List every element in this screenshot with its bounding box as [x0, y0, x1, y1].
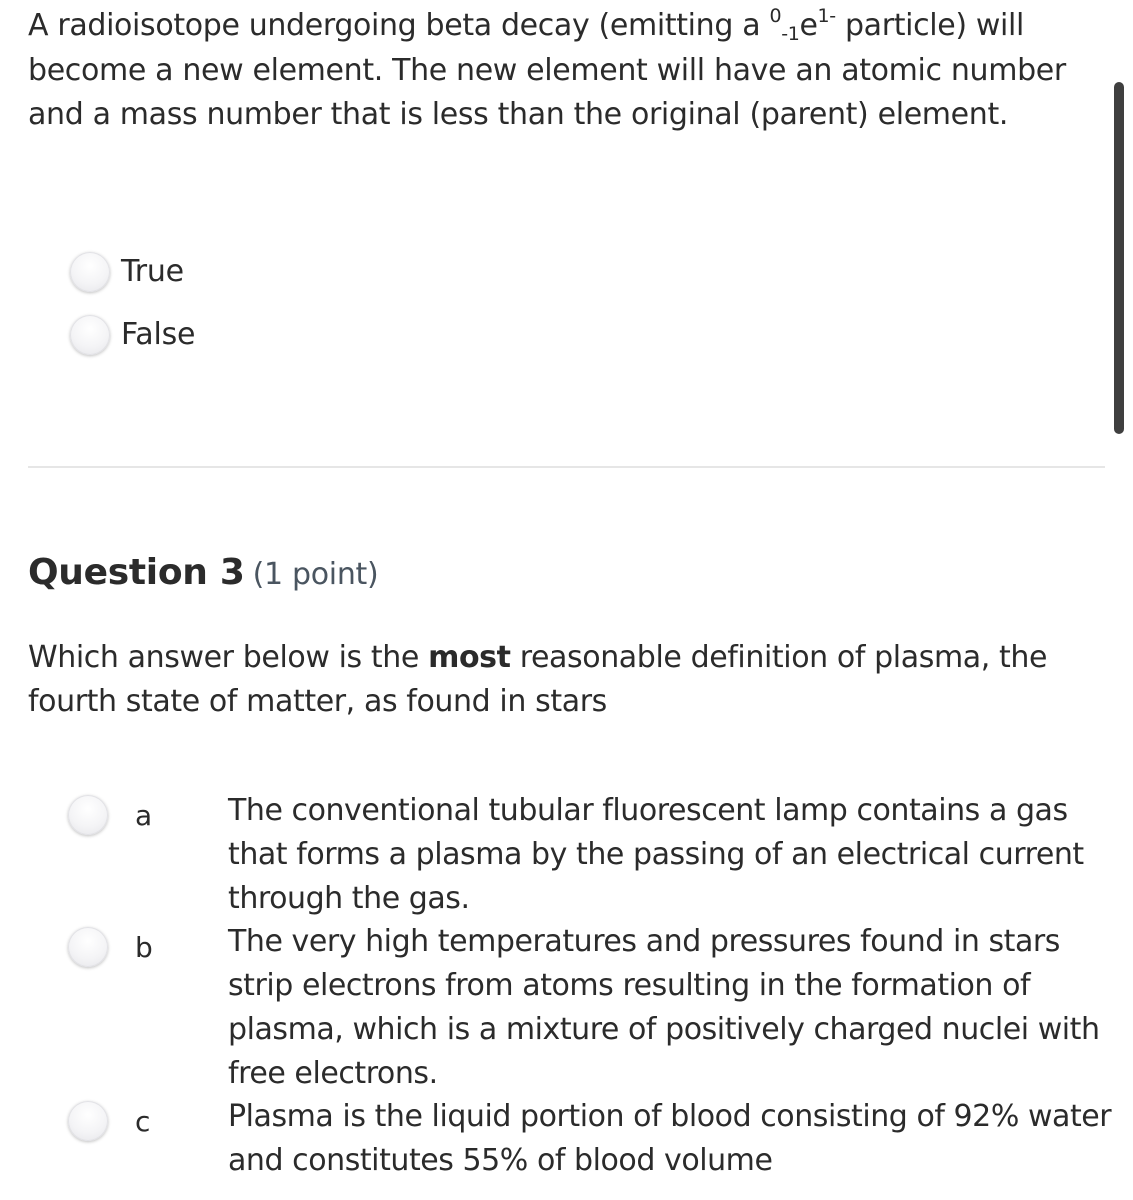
question-3-prompt-before: Which answer below is the	[28, 640, 429, 675]
radio-choice-c[interactable]	[68, 1101, 108, 1141]
particle-charge-number: -1	[781, 23, 800, 45]
radio-false[interactable]	[70, 315, 110, 355]
question-2-text	[28, 4, 1108, 138]
question-3-header	[28, 552, 378, 593]
choice-text-c: Plasma is the liquid portion of blood consisting of 92% water and constitutes 55% of blood volume	[228, 1099, 1112, 1178]
question-3-prompt-bold: most	[428, 640, 511, 675]
choice-letter-b: b	[135, 931, 153, 964]
question-3-points: (1 point)	[252, 557, 379, 592]
choice-letter-a: a	[135, 799, 153, 832]
choice-text-b: The very high temperatures and pressures found in stars strip electrons from atoms resulting in the formation of plasma, which is a mixture of positively charged nuclei with free electrons.	[228, 924, 1100, 1091]
radio-choice-a[interactable]	[68, 795, 108, 835]
radio-choice-b[interactable]	[68, 927, 108, 967]
question-3-prompt	[28, 636, 1113, 724]
option-label-false: False	[121, 317, 196, 352]
particle-mass-number: 0	[769, 5, 782, 27]
question-2-text-part2: particle) will become a new element. The new element will have an atomic number and a mass number that is less than the original (parent) element.	[28, 8, 1066, 132]
particle-symbol: e	[799, 8, 818, 43]
scrollbar-thumb[interactable]	[1114, 82, 1124, 434]
question-3-prompt-after: reasonable definition of plasma, the fourth state of matter, as found in stars	[28, 640, 1048, 719]
choice-letter-c: c	[135, 1105, 151, 1138]
question-2-text-part1: A radioisotope undergoing beta decay (emitting a	[28, 8, 770, 43]
question-3-title: Question 3	[28, 552, 245, 593]
choice-text-a: The conventional tubular fluorescent lamp contains a gas that forms a plasma by the passing of an electrical current through the gas.	[228, 793, 1084, 916]
particle-charge: 1-	[817, 5, 836, 27]
radio-true[interactable]	[70, 252, 110, 292]
option-label-true: True	[121, 254, 184, 289]
question-divider	[28, 466, 1105, 468]
